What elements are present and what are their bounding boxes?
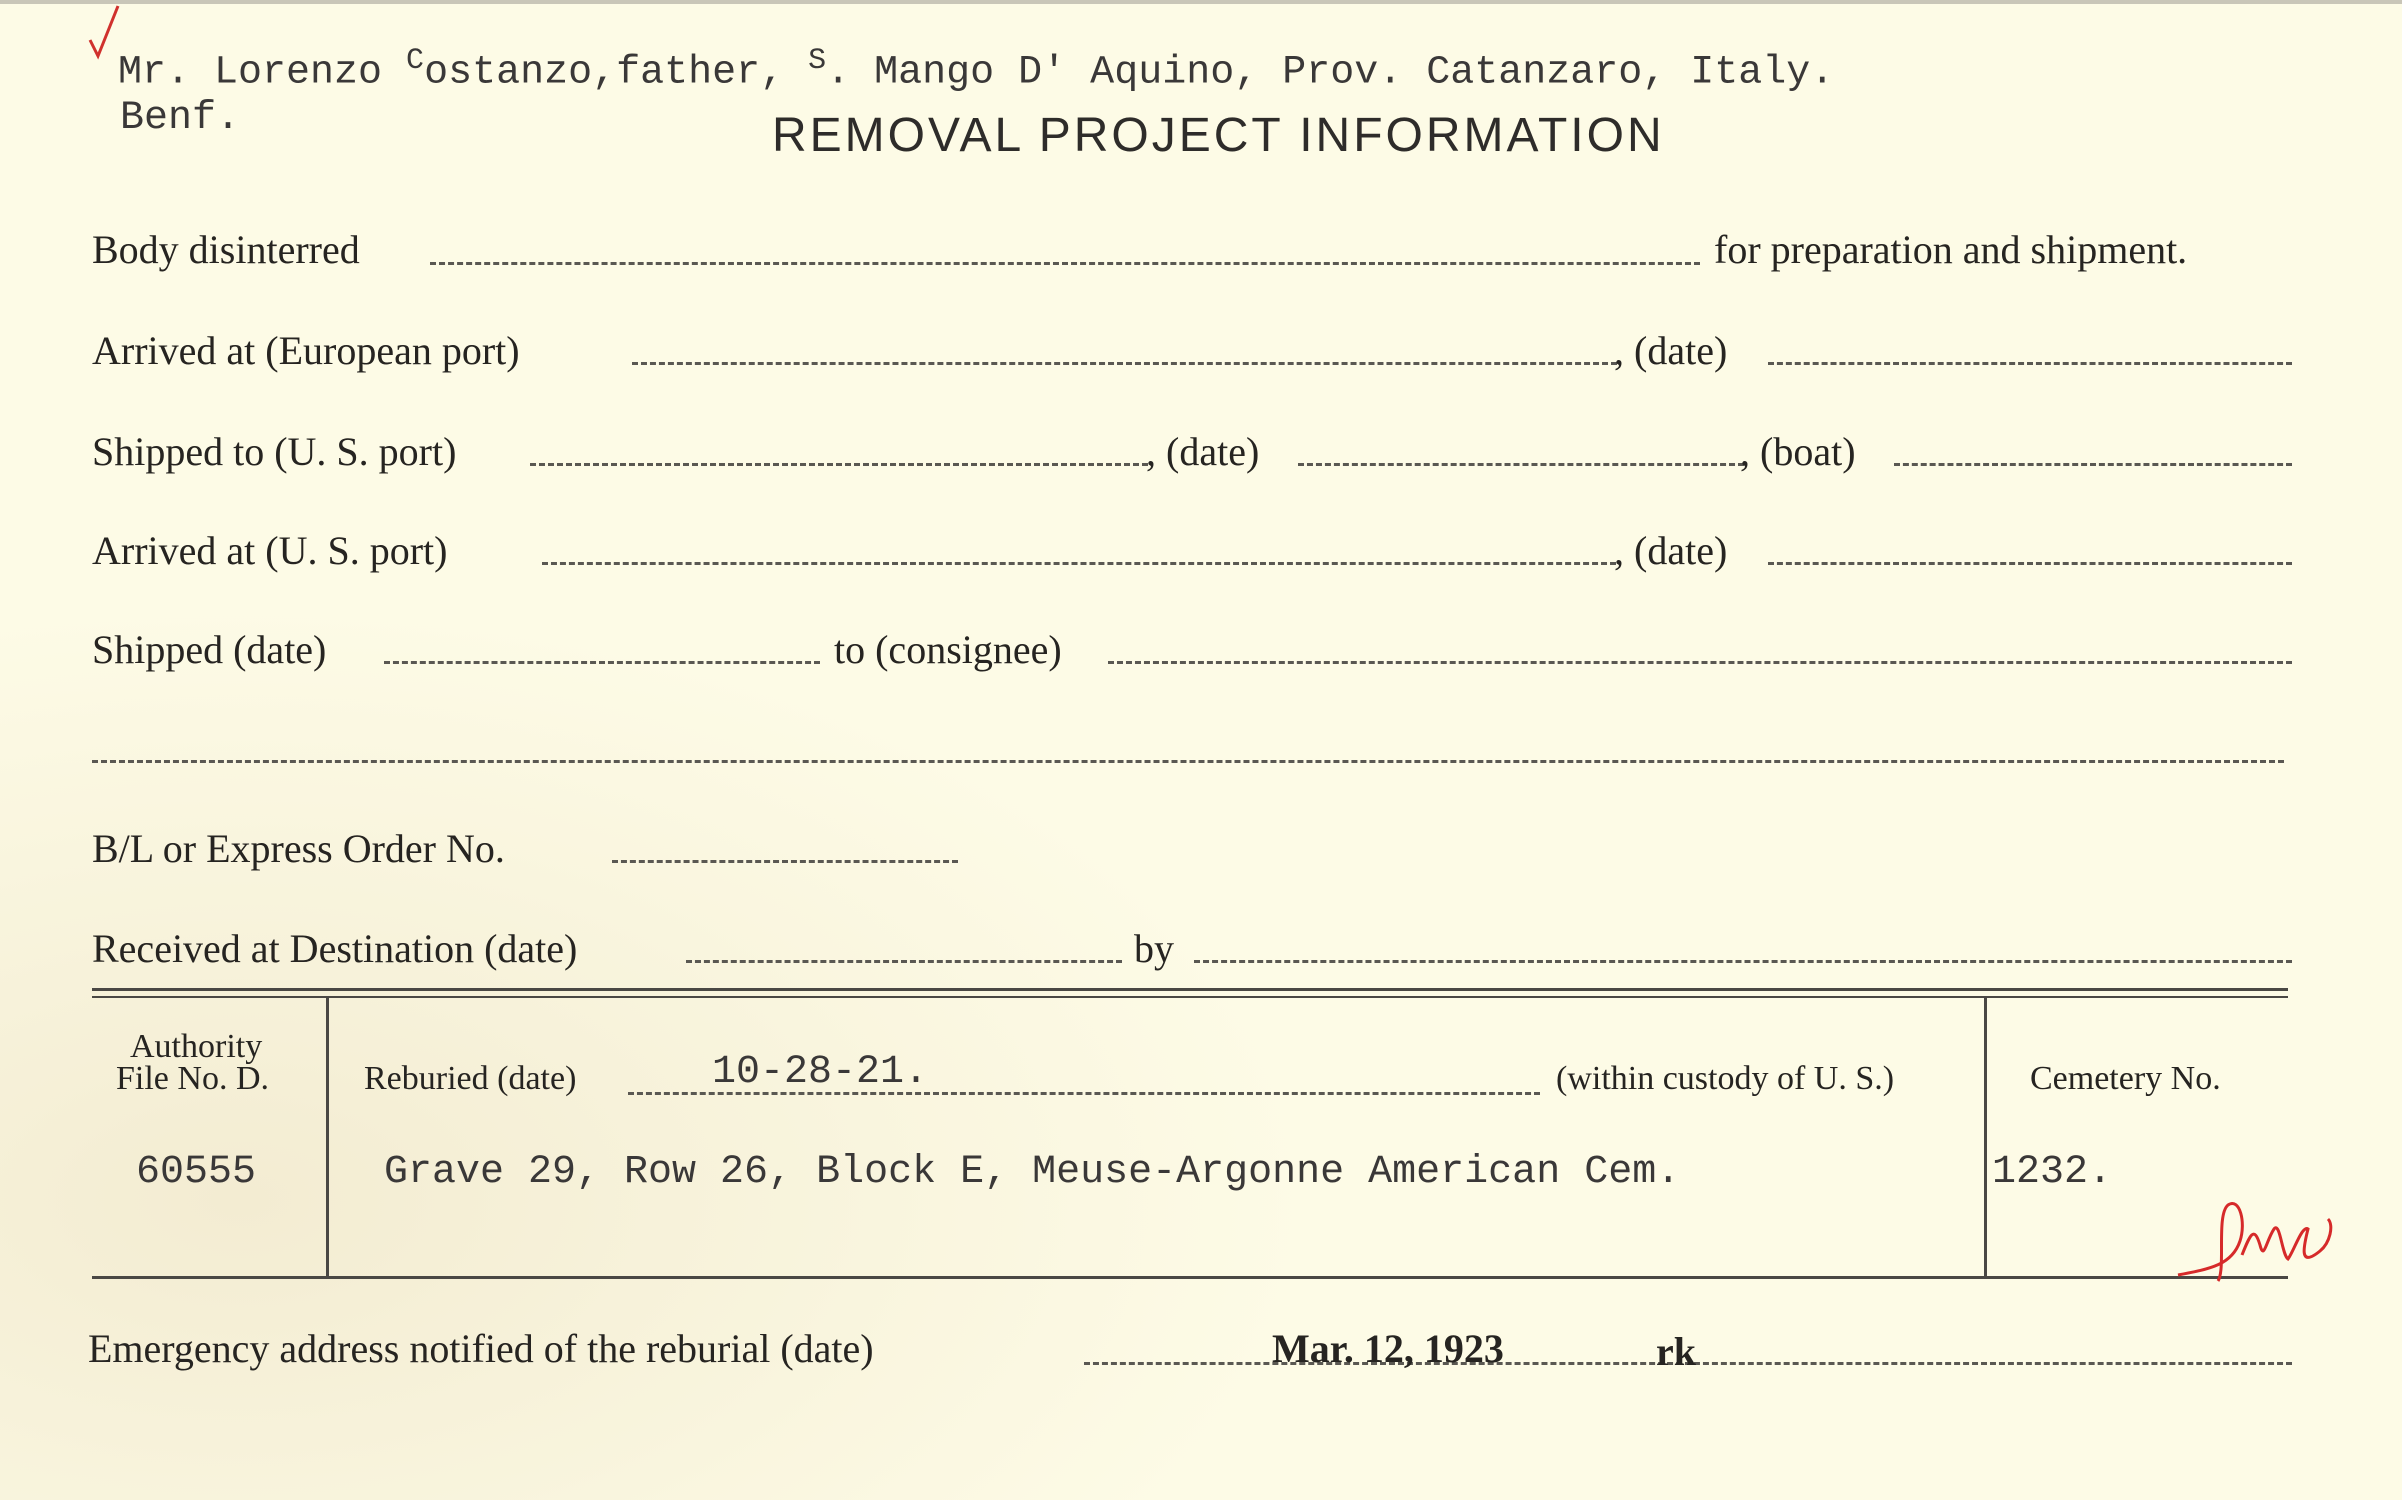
boat-label: , (boat): [1740, 429, 1856, 474]
addressee-location: . Mango D' Aquino, Prov. Catanzaro, Italy.: [826, 50, 1835, 96]
to-consignee-label: to (consignee): [834, 627, 1062, 672]
bl-express-order-label: B/L or Express Order No.: [92, 826, 505, 871]
arrived-european-port-label: Arrived at (European port): [92, 328, 520, 373]
addressee-name: Mr. Lorenzo: [118, 50, 407, 96]
body-disinterred-field[interactable]: [430, 262, 1700, 265]
table-bottom-rule: [92, 1276, 2288, 1279]
received-date-field[interactable]: [686, 960, 1122, 963]
cemetery-no-label: Cemetery No.: [2030, 1060, 2221, 1097]
for-preparation-label: for preparation and shipment.: [1714, 227, 2188, 272]
reburied-label: Reburied (date): [364, 1060, 577, 1097]
beneficiary-label: Benf.: [120, 96, 241, 141]
reburied-date-value: 10-28-21.: [712, 1050, 929, 1095]
clerk-initials: rk: [1656, 1329, 1696, 1374]
addressee-line: [118, 44, 1834, 95]
shipped-to-us-port-label: Shipped to (U. S. port): [92, 429, 457, 474]
received-by-field[interactable]: [1194, 960, 2292, 963]
emergency-date-value: Mar. 12, 1923: [1272, 1326, 1504, 1371]
date-label-3: , (date): [1614, 528, 1728, 573]
body-disinterred-label: Body disinterred: [92, 227, 360, 272]
boat-field[interactable]: [1894, 463, 2292, 466]
table-top-rule-2: [92, 996, 2288, 998]
form-title: REMOVAL PROJECT INFORMATION: [772, 109, 1665, 162]
file-no-label: File No. D.: [116, 1060, 269, 1097]
consignee-field[interactable]: [1108, 661, 2292, 664]
european-date-field[interactable]: [1768, 362, 2292, 365]
arrived-us-port-field[interactable]: [542, 562, 1616, 565]
shipped-date-field[interactable]: [1298, 463, 1744, 466]
superscript-s: S: [808, 44, 827, 78]
bl-order-field[interactable]: [612, 860, 958, 863]
by-label: by: [1134, 926, 1174, 971]
table-top-rule: [92, 988, 2288, 991]
table-divider-right: [1984, 998, 1987, 1276]
shipped-date-value-field[interactable]: [384, 661, 820, 664]
addressee-relation: ostanzo,father,: [424, 50, 809, 96]
arrived-us-date-field[interactable]: [1768, 562, 2292, 565]
custody-note: (within custody of U. S.): [1556, 1060, 1895, 1097]
date-label-2: , (date): [1146, 429, 1260, 474]
date-label-1: , (date): [1614, 328, 1728, 373]
us-port-field[interactable]: [530, 463, 1148, 466]
grave-location: Grave 29, Row 26, Block E, Meuse-Argonne American Cem.: [384, 1150, 1681, 1195]
european-port-field[interactable]: [632, 362, 1617, 365]
arrived-us-port-label: Arrived at (U. S. port): [92, 528, 448, 573]
received-destination-label: Received at Destination (date): [92, 926, 578, 971]
superscript-c: C: [406, 44, 425, 78]
signature-initials-icon: [2170, 1185, 2340, 1295]
table-divider-left: [326, 998, 329, 1276]
cemetery-number: 1232.: [1992, 1150, 2113, 1195]
authority-label: Authority: [130, 1028, 263, 1065]
emergency-address-label: Emergency address notified of the reburial (date): [88, 1326, 874, 1371]
shipped-date-label: Shipped (date): [92, 627, 327, 672]
card-edge: [0, 0, 2402, 4]
blank-continuation-field[interactable]: [92, 760, 2284, 763]
authority-file-number: 60555: [136, 1150, 257, 1195]
